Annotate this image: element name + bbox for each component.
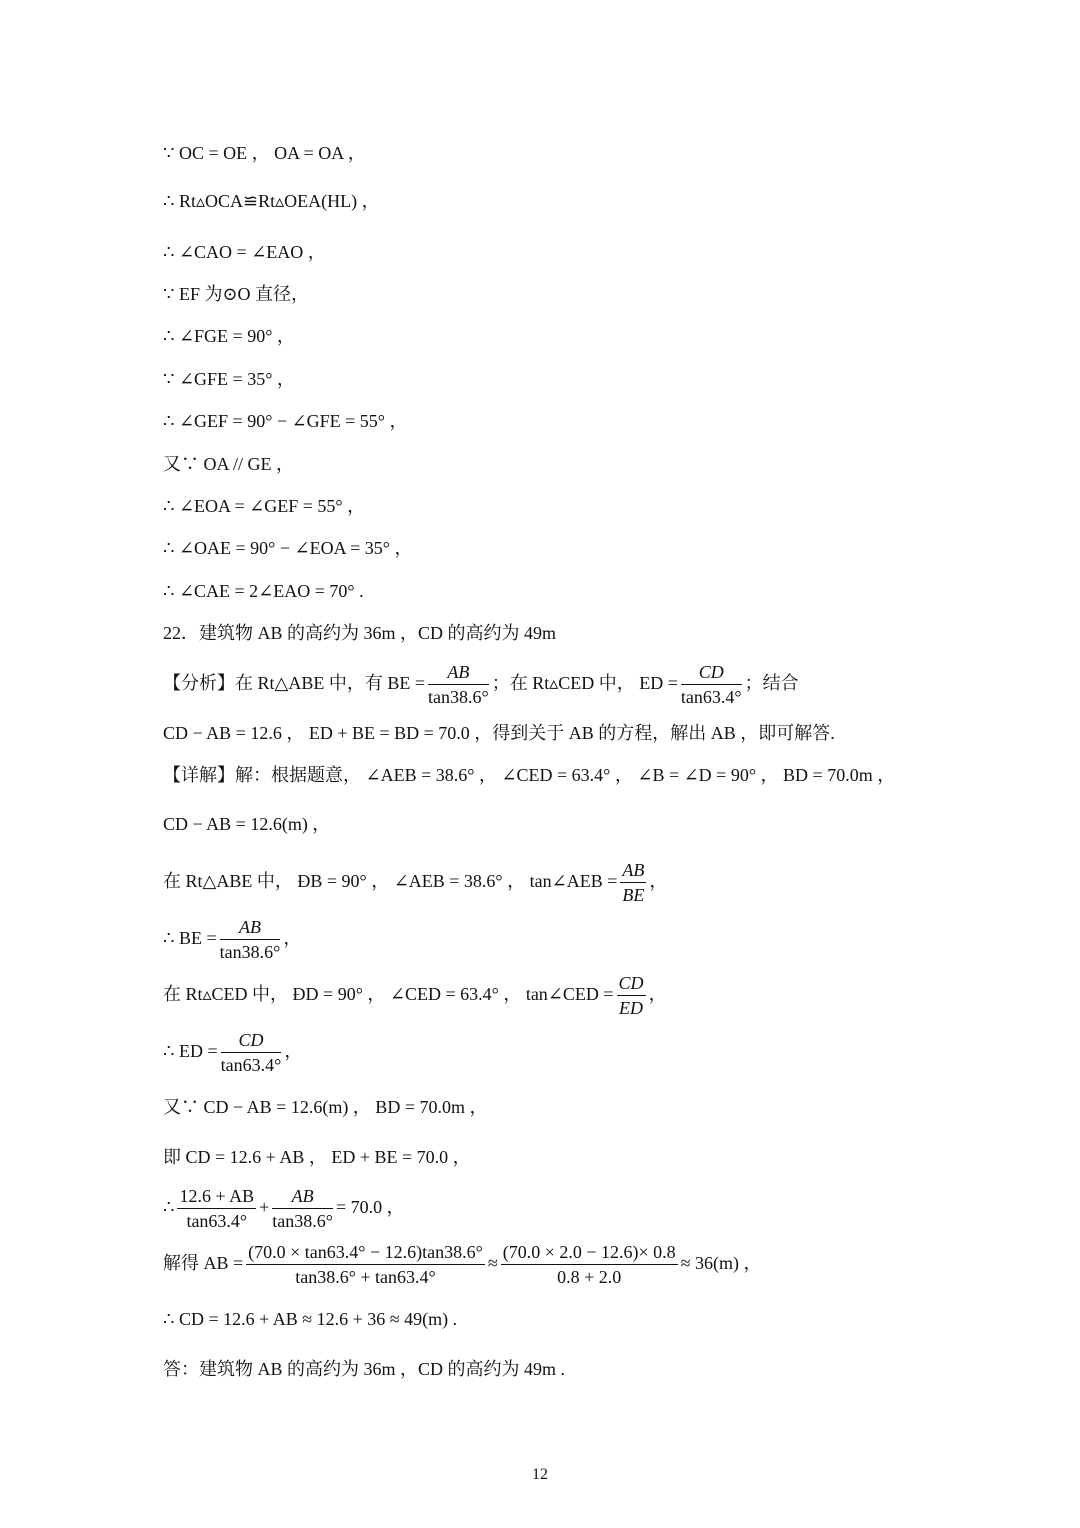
fraction-numerator: AB xyxy=(428,661,489,685)
fraction-cd-over-ed xyxy=(617,972,646,1019)
fraction-ab-over-tan386 xyxy=(220,916,281,963)
detail-line-10 xyxy=(163,1239,762,1288)
plus-sign: + xyxy=(259,1197,270,1217)
analysis-line-2: CD − AB = 12.6 ， ED + BE = BD = 70.0 ，得到关于 AB 的方程，解出 AB ，即可解答. xyxy=(163,723,835,743)
proof-line-8: 又∵ OA // GE ， xyxy=(163,454,295,474)
fraction-denominator: tan38.6° + tan63.4° xyxy=(295,1267,436,1288)
fraction-denominator: 0.8 + 2.0 xyxy=(557,1267,622,1288)
analysis-suffix: ；结合 xyxy=(744,673,799,693)
analysis-line-1 xyxy=(163,660,799,708)
detail-line-7: 又∵ CD − AB = 12.6(m) ， BD = 70.0m ， xyxy=(163,1097,488,1117)
proof-line-5: ∴ ∠FGE = 90° ， xyxy=(163,326,295,346)
detail-line-3 xyxy=(163,857,667,906)
fraction-12.6-plus-ab-over-tan634 xyxy=(177,1185,256,1232)
detail-6-suffix: ， xyxy=(284,1041,303,1061)
fraction-ab-over-be xyxy=(620,859,646,906)
detail-9-prefix: ∴ xyxy=(163,1197,175,1217)
proof-line-11: ∴ ∠CAE = 2∠EAO = 70° . xyxy=(163,581,364,601)
proof-line-10: ∴ ∠OAE = 90° − ∠EOA = 35° ， xyxy=(163,538,413,558)
proof-line-7: ∴ ∠GEF = 90° − ∠GFE = 55° ， xyxy=(163,411,408,431)
detail-10-suffix: ≈ 36(m) ， xyxy=(680,1253,762,1273)
detail-5-suffix: ， xyxy=(648,984,667,1004)
final-answer: 答：建筑物 AB 的高约为 36m ，CD 的高约为 49m . xyxy=(163,1359,566,1379)
detail-3-suffix: ， xyxy=(649,871,668,891)
fraction-numerator: AB xyxy=(272,1185,333,1209)
detail-line-5 xyxy=(163,970,667,1019)
fraction-cd-over-tan634 xyxy=(681,661,742,708)
detail-4-prefix: ∴ BE = xyxy=(163,928,217,948)
question-22-answer: 22．建筑物 AB 的高约为 36m ，CD 的高约为 49m xyxy=(163,623,557,643)
approx-sign: ≈ xyxy=(487,1253,498,1273)
page-number: 12 xyxy=(532,1466,548,1483)
fraction-numerator: AB xyxy=(220,916,281,940)
detail-line-2: CD − AB = 12.6(m) ， xyxy=(163,814,331,834)
fraction-denominator: tan38.6° xyxy=(428,687,489,708)
fraction-numerator: 12.6 + AB xyxy=(177,1185,256,1209)
proof-line-9: ∴ ∠EOA = ∠GEF = 55° ， xyxy=(163,496,366,516)
detail-6-prefix: ∴ ED = xyxy=(163,1041,218,1061)
analysis-prefix: 【分析】在 Rt△ABE 中，有 BE = xyxy=(163,673,426,693)
fraction-denominator: tan63.4° xyxy=(220,1055,282,1076)
detail-10-prefix: 解得 AB = xyxy=(163,1253,244,1273)
detail-9-suffix: = 70.0 ， xyxy=(335,1197,405,1217)
detail-line-1: 【详解】解：根据题意， ∠AEB = 38.6° ， ∠CED = 63.4° ， ∠B = ∠D = 90° ， BD = 70.0m ， xyxy=(163,765,896,785)
detail-3-prefix: 在 Rt△ABE 中， ÐB = 90° ， ∠AEB = 38.6° ， tan∠AEB = xyxy=(163,871,618,891)
detail-line-9 xyxy=(163,1183,405,1232)
detail-line-8: 即 CD = 12.6 + AB ， ED + BE = 70.0 ， xyxy=(163,1147,471,1167)
fraction-numerator: AB xyxy=(620,859,646,883)
detail-5-prefix: 在 Rt▵CED 中， ÐD = 90° ， ∠CED = 63.4° ， tan∠CED = xyxy=(163,984,614,1004)
fraction-numerator: (70.0 × tan63.4° − 12.6)tan38.6° xyxy=(246,1241,485,1265)
proof-line-4: ∵ EF 为⊙O 直径， xyxy=(163,284,310,304)
fraction-ab-over-tan386 xyxy=(272,1185,333,1232)
fraction-numerator: (70.0 × 2.0 − 12.6)× 0.8 xyxy=(501,1241,678,1265)
detail-line-4 xyxy=(163,914,301,963)
fraction-denominator: tan63.4° xyxy=(680,687,742,708)
fraction-denominator: ED xyxy=(619,998,644,1019)
analysis-middle: ；在 Rt▵CED 中， ED = xyxy=(491,673,678,693)
detail-line-11: ∴ CD = 12.6 + AB ≈ 12.6 + 36 ≈ 49(m) . xyxy=(163,1309,458,1329)
fraction-numerator: CD xyxy=(681,661,742,685)
fraction-solution-numeric xyxy=(501,1241,678,1288)
fraction-denominator: tan38.6° xyxy=(219,942,281,963)
fraction-numerator: CD xyxy=(617,972,646,996)
proof-line-6: ∵ ∠GFE = 35° ， xyxy=(163,369,295,389)
fraction-denominator: tan38.6° xyxy=(272,1211,333,1232)
fraction-solution-symbolic xyxy=(246,1241,485,1288)
fraction-denominator: tan63.4° xyxy=(186,1211,248,1232)
proof-line-1: ∵ OC = OE ， OA = OA ， xyxy=(163,143,366,163)
fraction-denominator: BE xyxy=(622,885,645,906)
detail-line-6 xyxy=(163,1027,302,1076)
proof-line-3: ∴ ∠CAO = ∠EAO ， xyxy=(163,242,326,262)
fraction-ab-over-tan386 xyxy=(428,661,489,708)
fraction-numerator: CD xyxy=(221,1029,282,1053)
proof-line-2: ∴ Rt▵OCA≌Rt▵OEA(HL) ， xyxy=(163,191,380,211)
detail-4-suffix: ， xyxy=(283,928,302,948)
fraction-cd-over-tan634 xyxy=(221,1029,282,1076)
